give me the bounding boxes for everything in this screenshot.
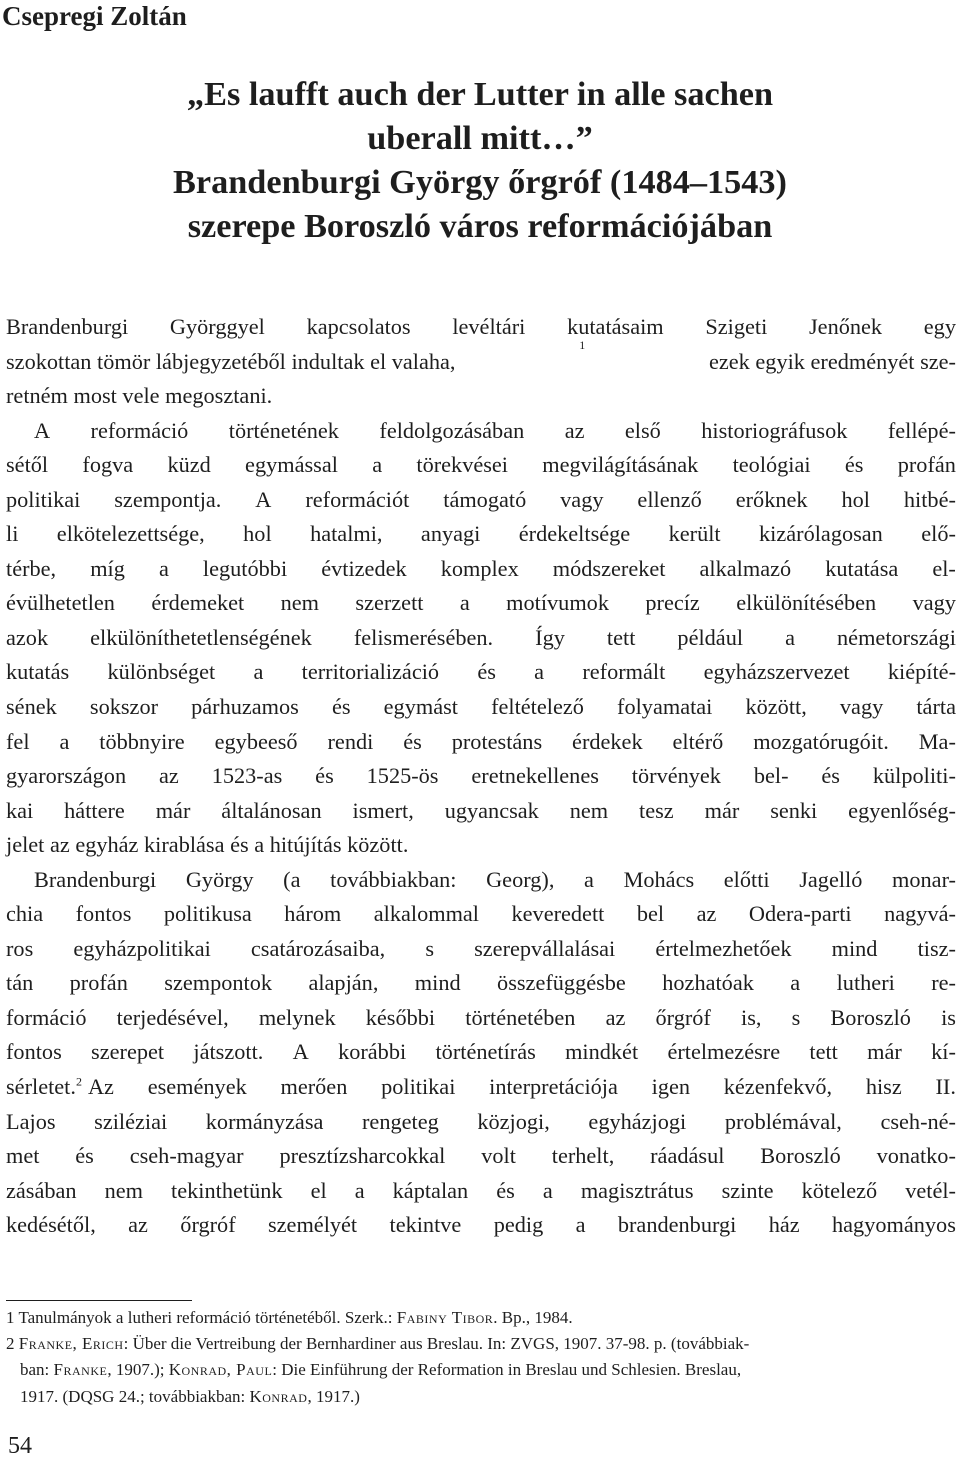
word: és [315,763,334,789]
word: met [6,1143,40,1169]
word: tett [606,624,636,650]
word: tekinthetünk [171,1177,283,1203]
text-line [6,759,956,794]
text-line [6,1174,956,1209]
word: már [867,1039,902,1065]
word: a [354,1177,365,1203]
word: reformált [582,659,666,685]
word: sziléziai [94,1108,168,1134]
word: kizárólagosan [759,521,883,547]
word: kapcsolatos [306,314,411,339]
footnote-ref-1[interactable]: 1 [579,337,586,352]
word: (a [283,866,301,892]
footnote-author: Franke, Erich [18,1334,124,1354]
footnote-text: , 1907.); [107,1360,169,1380]
word: Szigeti [705,314,768,339]
word: profán [69,970,128,996]
word: szerepvállalásai [474,935,616,961]
word: például [677,624,744,650]
word: történetében [465,1004,576,1030]
word: hol [841,486,870,512]
word: ismert, [352,797,414,823]
word: történetének [228,417,339,443]
word: és [403,728,422,754]
word: A [255,486,272,512]
word: törvények [631,763,721,789]
word: a [253,659,264,685]
word: az [696,901,717,927]
word: Így [535,624,565,650]
word: felismerésében. [353,624,494,650]
word: érdekek [572,728,643,754]
word: három [284,901,342,927]
word: sétől [6,452,49,478]
word: hisz [865,1074,902,1100]
word: Ma- [918,728,956,754]
word: küzd [167,452,211,478]
word: térbe, [6,555,57,581]
word: kutatása [825,555,899,581]
word: territorializáció [301,659,440,685]
word: egyenlőség- [848,797,956,823]
word: cseh-magyar [129,1143,244,1169]
text-line [6,863,956,898]
word: tett [809,1039,838,1065]
word: és [75,1143,94,1169]
word: szempontok [164,970,273,996]
word: el- [932,555,956,581]
word: ráadásul [650,1143,725,1169]
word: alkalommal [373,901,480,927]
word: szempontja. [114,486,222,512]
word: ugyancsak [444,797,539,823]
word: a [542,1177,553,1203]
word: egymással [245,452,338,478]
word: mozgatórugóit. [753,728,889,754]
word: ház [768,1212,800,1238]
footnote-separator [6,1300,192,1301]
word: Az [87,1074,114,1100]
word: profán [897,452,956,478]
word: hatalmi, [310,521,383,547]
footnote-text: : Die Einführung der Reformation in Breslau und Schlesien. Breslau, [272,1360,742,1380]
title-line: uberall mitt…” [367,119,593,157]
word: formáció [6,1004,87,1030]
text-line [6,621,956,656]
footnote-ref-2[interactable]: 2 [75,1074,82,1089]
word: támogató [443,486,527,512]
title-line: szerepe Boroszló város reformációjában [187,207,773,245]
word: is, [741,1004,762,1030]
word: őrgróf [655,1004,711,1030]
footnote-author: Fabiny Tibor [396,1308,494,1327]
footnotes [6,1305,956,1410]
word: németországi [837,624,956,650]
footnote-author: Franke [53,1360,108,1380]
footnote-2 [6,1331,956,1357]
text-line [6,552,956,587]
word: rendi [327,728,374,754]
word: káptalan [392,1177,469,1203]
word: nem [569,797,609,823]
word: historiográfusok [701,417,848,443]
word: cseh-né- [880,1108,956,1134]
word: el [310,1177,327,1203]
word: komplex [440,555,519,581]
word: már [704,797,740,823]
text-line [6,586,956,621]
word: szerepet [91,1039,165,1065]
word: zásában [6,1177,77,1203]
word: a [790,970,801,996]
word: motívumok [506,590,609,616]
word: protestáns [451,728,543,754]
word: egy [923,314,956,339]
word: A [34,417,51,443]
word: li [6,521,19,547]
word: magisztrátus [580,1177,694,1203]
word: nem [104,1177,143,1203]
word: alkalmazó [699,555,792,581]
word: teológiai [732,452,811,478]
word: kutatás [6,659,70,685]
word: bel- [753,763,789,789]
word: politikai [381,1074,456,1100]
word: tárta [916,694,956,720]
word: monar- [892,866,956,892]
text-line [6,414,956,449]
word: sének [6,694,57,720]
word: történetírás [435,1039,536,1065]
word: ros [6,935,34,961]
word: s [425,935,435,961]
word: kézenfekvő, [723,1074,833,1100]
text-line: jelet az egyház kirablása és a hitújítás között. [6,832,409,858]
word: az [159,763,179,789]
word: tán [6,970,34,996]
text-segment: ezek egyik eredményét sze- [708,348,956,374]
word: melynek [258,1004,336,1030]
word: értelmezésre [667,1039,781,1065]
word: későbbi [365,1004,436,1030]
word: gyarországon [6,763,127,789]
word: hitbé- [903,486,956,512]
word: és [477,659,496,685]
word: levéltári [452,314,526,339]
word: kiépíté- [887,659,956,685]
text-line [6,337,956,380]
word: elkülöníthetetlenségének [90,624,312,650]
word: egyházszervezet [703,659,850,685]
word: erőknek [735,486,808,512]
text-line [6,1139,956,1174]
footnote-author: Konrad [249,1386,308,1406]
text-line [6,483,956,518]
word: elkülönítésében [736,590,877,616]
word: összefüggésbe [497,970,626,996]
word: került [668,521,721,547]
word: évtizedek [321,555,407,581]
word: általánosan [221,797,322,823]
word: feldolgozásában [379,417,525,443]
word: megvilágításának [542,452,699,478]
word: fontos [6,1039,62,1065]
word: vetél- [905,1177,956,1203]
text-segment: sérletet. [6,1074,76,1100]
word: feltételező [491,694,584,720]
word: módszereket [552,555,666,581]
word: továbbiakban: [330,866,457,892]
footnote-number: 1 [6,1308,15,1327]
word: események [147,1074,247,1100]
word: első [624,417,661,443]
word: terhelt, [551,1143,615,1169]
text-segment [88,1070,956,1105]
word: párhuzamos [191,694,299,720]
word: már [155,797,191,823]
word: szerzett [355,590,424,616]
title-line: Brandenburgi György őrgróf (1484–1543) [173,163,787,201]
text-line [6,966,956,1001]
word: tisz- [917,935,956,961]
word: közjogi, [477,1108,550,1134]
word: 1525-ös [366,763,439,789]
word: terjedésével, [116,1004,229,1030]
word: politikai [6,486,81,512]
word: Boroszló [760,1143,841,1169]
word: s [791,1004,801,1030]
word: folyamatai [617,694,713,720]
footnote-2-cont [6,1384,956,1410]
word: anyagi [420,521,481,547]
word: Jenőnek [809,314,883,339]
word: sokszor [89,694,159,720]
text-line [6,310,956,345]
word: előtti [723,866,770,892]
text-segment: szokottan tömör lábjegyzetéből indultak el valaha, [6,348,456,374]
word: egyházpolitikai [73,935,211,961]
word: rengeteg [362,1108,439,1134]
text-line [6,690,956,725]
word: és [844,452,864,478]
text-line [6,932,956,967]
word: nagyvá- [884,901,956,927]
word: és [496,1177,515,1203]
word: keveredett [511,901,605,927]
page-number: 54 [8,1433,32,1459]
text-line [6,448,956,483]
article-body [6,310,956,1243]
word: a [584,866,594,892]
word: nem [280,590,319,616]
word: vagy [839,694,884,720]
word: fogva [82,452,134,478]
word: fontos [75,901,132,927]
word: fel [6,728,30,754]
word: vagy [912,590,956,616]
footnote-author: Konrad, Paul [168,1360,273,1380]
word: legutóbbi [202,555,288,581]
word: Mohács [623,866,695,892]
author-name: Csepregi Zoltán [2,1,187,31]
word: vagy [560,486,604,512]
text-line [6,517,956,552]
word: között, [745,694,807,720]
footnote-text: . Bp., 1984. [493,1308,573,1327]
word: eretnekellenes [471,763,599,789]
footnote-1 [6,1305,956,1331]
word: kai [6,797,34,823]
word: kormányzása [205,1108,324,1134]
word: Brandenburgi [34,866,157,892]
word: ellenző [637,486,702,512]
word: míg [90,555,125,581]
word: elő- [921,521,956,547]
word: érdekeltsége [518,521,631,547]
word: II. [935,1074,956,1100]
word: Lajos [6,1108,56,1134]
word: politikusa [163,901,252,927]
footnote-text: : Über die Vertreibung der Bernhardiner aus Breslau. In: ZVGS, 1907. 37-98. p. (továbbiak- [123,1334,750,1354]
word: törekvései [416,452,509,478]
text-line: retném most vele megosztani. [6,383,273,409]
word: György [185,866,254,892]
word: tesz [639,797,674,823]
word: mind [414,970,461,996]
word: tekintve [389,1212,462,1238]
word: szinte [721,1177,774,1203]
word: korábbi [338,1039,407,1065]
word: kí- [931,1039,956,1065]
word: Georg), [486,866,555,892]
word: chia [6,901,44,927]
word: a [575,1212,586,1238]
word: a [785,624,795,650]
word: precíz [645,590,700,616]
word: reformáció [90,417,189,443]
word: pedig [493,1212,544,1238]
word: volt [481,1143,516,1169]
footnote-text: ban: [20,1360,54,1380]
word: eltérő [672,728,724,754]
word: igen [651,1074,691,1100]
word: a [459,590,470,616]
word: vonatko- [876,1143,956,1169]
word: a [372,452,383,478]
footnote-number: 2 [6,1334,15,1354]
word: problémával, [724,1108,842,1134]
word: játszott. [193,1039,264,1065]
word: 1523-as [211,763,283,789]
footnote-2-cont [6,1357,956,1383]
word: presztízsharcokkal [279,1143,446,1169]
word: külpoliti- [872,763,956,789]
word: többnyire [99,728,185,754]
word: brandenburgi [617,1212,737,1238]
word: bel [636,901,665,927]
article-title [0,72,960,248]
text-line [6,1035,956,1070]
word: évülhetetlen [6,590,115,616]
word: háttere [64,797,125,823]
word: őrgróf [180,1212,236,1238]
word: Odera-parti [748,901,852,927]
text-line [6,897,956,932]
word: merően [280,1074,348,1100]
word: fellépé- [887,417,956,443]
word: hagyományos [832,1212,956,1238]
text-line [6,725,956,760]
text-line [6,1001,956,1036]
word: a [534,659,545,685]
word: senki [770,797,818,823]
word: elkötelezettsége, [56,521,205,547]
word: az [605,1004,626,1030]
word: a [158,555,169,581]
word: hozhatóak [662,970,754,996]
text-line [6,1105,956,1140]
text-line [6,655,956,690]
word: egymást [383,694,458,720]
word: kedésétől, [6,1212,96,1238]
text-line [6,794,956,829]
word: mind [831,935,878,961]
text-line [6,1208,956,1243]
word: Boroszló [830,1004,911,1030]
word: érdemeket [151,590,245,616]
word: Brandenburgi [6,314,129,339]
word: re- [931,970,956,996]
word: értelmezhetőek [655,935,792,961]
word: mindkét [565,1039,639,1065]
word: lutheri [836,970,895,996]
word: az [564,417,585,443]
footnote-text: Tanulmányok a lutheri reformáció történetéből. Szerk.: [14,1308,397,1327]
word: a [59,728,70,754]
word: személyét [267,1212,358,1238]
word: egyházjogi [588,1108,687,1134]
word: azok [6,624,49,650]
word: Györggyel [169,314,265,339]
word: hol [243,521,272,547]
word: különbséget [107,659,216,685]
word: kötelező [801,1177,878,1203]
word: egybeeső [214,728,298,754]
word: az [128,1212,148,1238]
word: interpretációja [489,1074,618,1100]
word: és [331,694,351,720]
word: csatározásaiba, [250,935,386,961]
word: és [821,763,840,789]
word: Jagelló [799,866,863,892]
footnote-text: 1917. (DQSG 24.; továbbiakban: [20,1386,250,1406]
title-line: „Es laufft auch der Lutter in alle sachen [186,75,774,113]
word: alapján, [308,970,379,996]
word: reformációt [305,486,410,512]
word: kutatásaim [567,314,664,339]
text-line [6,1070,956,1105]
word: A [292,1039,309,1065]
word: is [941,1004,956,1030]
footnote-text: , 1917.) [307,1386,360,1406]
